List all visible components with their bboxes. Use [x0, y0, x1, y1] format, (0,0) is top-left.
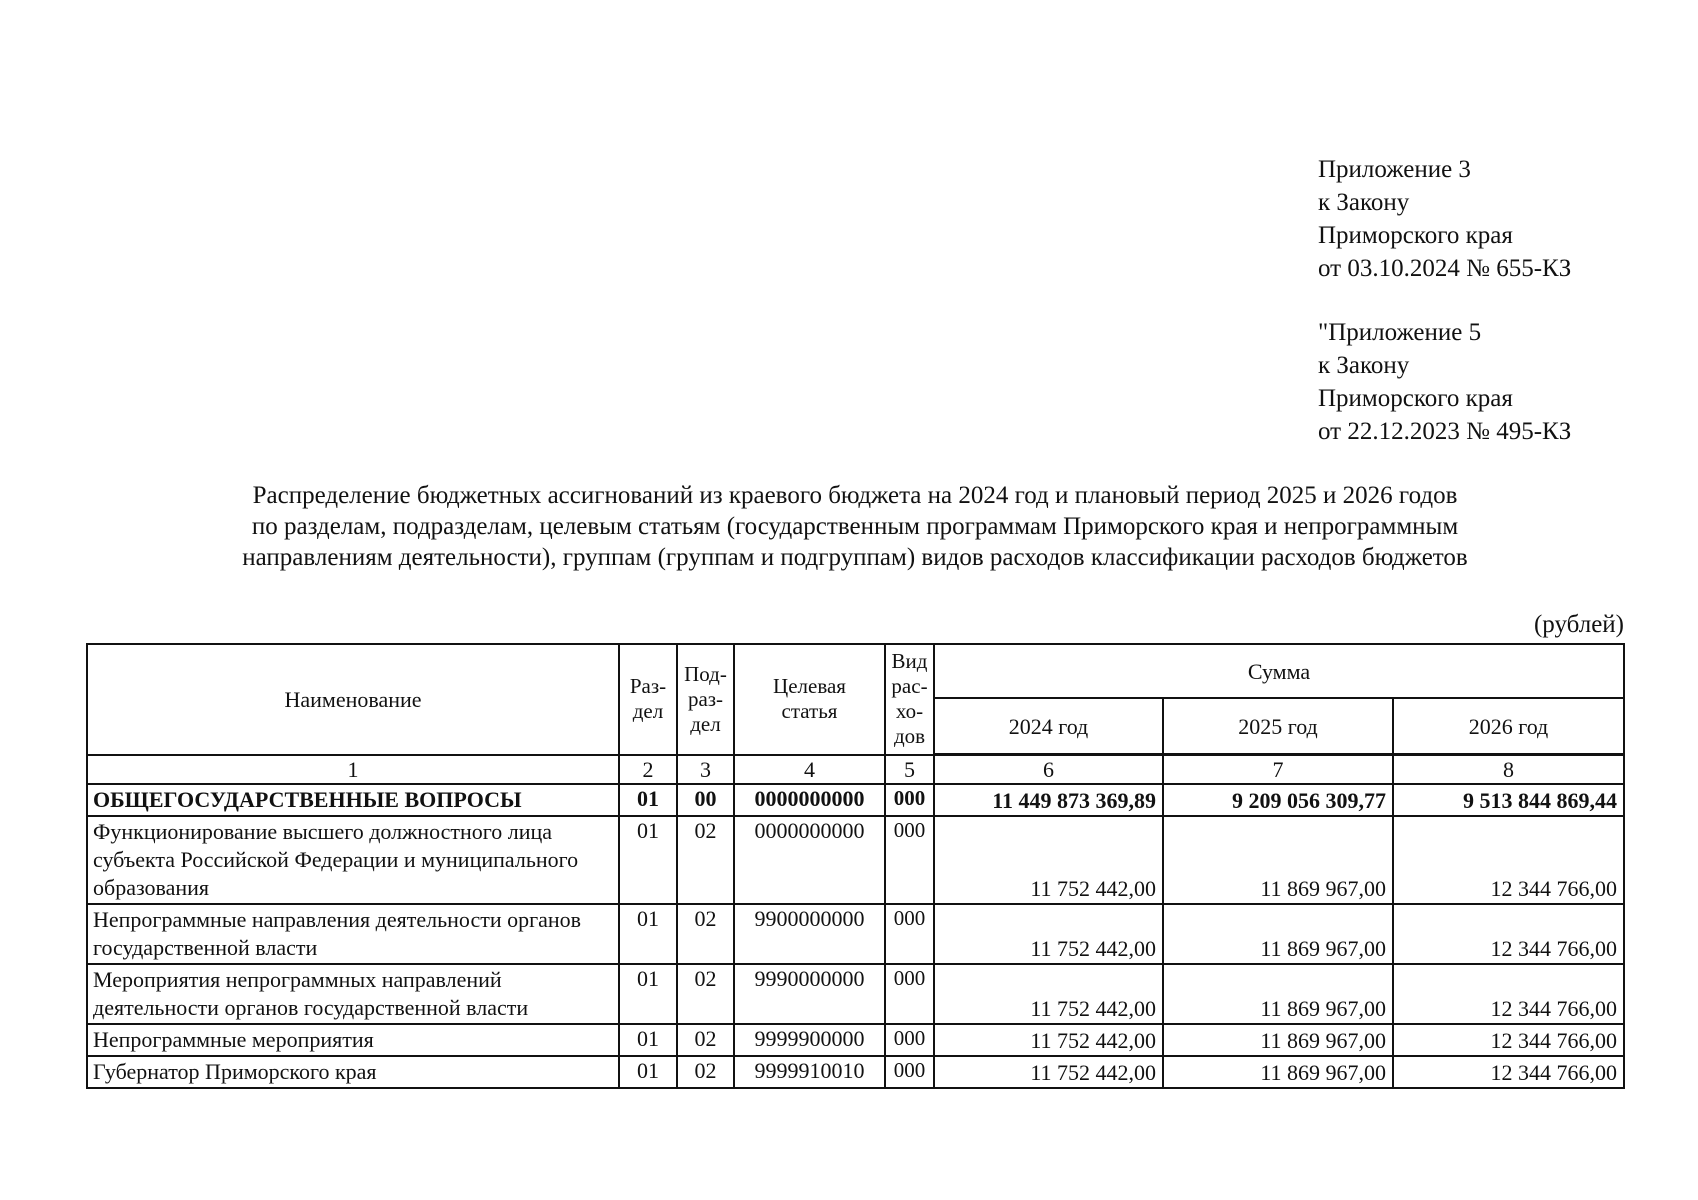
document-title-line-3: направлениям деятельности), группам (группам и подгруппам) видов расходов классификации расходов бюджетов: [242, 544, 1468, 571]
row-amount-2025: 11 869 967,00: [1163, 816, 1393, 904]
document-title: [120, 480, 1590, 573]
row-name: Непрограммные направления деятельности органов государственной власти: [87, 904, 619, 964]
row-subsection: 02: [677, 1056, 734, 1088]
column-number: 8: [1393, 755, 1624, 785]
appendix-current-line-1: Приложение 3: [1318, 156, 1471, 183]
row-target-article: 9999910010: [734, 1056, 885, 1088]
row-name: Функционирование высшего должностного лица субъекта Российской Федерации и муниципального образования: [87, 816, 619, 904]
row-section: 01: [619, 1024, 677, 1056]
row-amount-2025: 11 869 967,00: [1163, 1056, 1393, 1088]
column-number: 7: [1163, 755, 1393, 785]
row-section: 01: [619, 784, 677, 816]
row-amount-2024: 11 752 442,00: [934, 904, 1163, 964]
appendix-current-reference: [1318, 153, 1658, 285]
row-expense-type: 000: [885, 1056, 934, 1088]
row-amount-2024: 11 752 442,00: [934, 964, 1163, 1024]
header-name: Наименование: [87, 644, 619, 755]
column-number: 6: [934, 755, 1163, 785]
document-title-line-1: Распределение бюджетных ассигнований из краевого бюджета на 2024 год и плановый период 2025 и 2026 годов: [252, 482, 1458, 509]
row-section: 01: [619, 816, 677, 904]
appendix-current-line-3: Приморского края: [1318, 222, 1513, 249]
row-amount-2024: 11 752 442,00: [934, 1056, 1163, 1088]
column-number-row: [87, 755, 1624, 785]
row-subsection: 02: [677, 964, 734, 1024]
row-amount-2025: 11 869 967,00: [1163, 964, 1393, 1024]
appendix-amended-line-1: "Приложение 5: [1318, 319, 1482, 346]
row-amount-2026: 12 344 766,00: [1393, 904, 1624, 964]
appendix-amended-line-2: к Закону: [1318, 352, 1410, 379]
row-target-article: 9990000000: [734, 964, 885, 1024]
table-row: [87, 1056, 1624, 1088]
column-number: 1: [87, 755, 619, 785]
row-name: Губернатор Приморского края: [87, 1056, 619, 1088]
header-expense-type: Вид рас- хо- дов: [885, 644, 934, 755]
row-amount-2026: 12 344 766,00: [1393, 1056, 1624, 1088]
row-expense-type: 000: [885, 1024, 934, 1056]
row-amount-2025: 9 209 056 309,77: [1163, 784, 1393, 816]
column-number: 2: [619, 755, 677, 785]
row-amount-2026: 12 344 766,00: [1393, 816, 1624, 904]
budget-table-body: [87, 755, 1624, 1089]
table-row: [87, 1024, 1624, 1056]
appendix-amended-reference: [1318, 316, 1658, 448]
units-label: (рублей): [1533, 611, 1624, 638]
row-target-article: 9900000000: [734, 904, 885, 964]
appendix-amended-line-4: от 22.12.2023 № 495-КЗ: [1318, 418, 1572, 445]
row-name: Непрограммные мероприятия: [87, 1024, 619, 1056]
row-amount-2025: 11 869 967,00: [1163, 904, 1393, 964]
row-expense-type: 000: [885, 816, 934, 904]
header-section: Раз- дел: [619, 644, 677, 755]
row-amount-2026: 12 344 766,00: [1393, 1024, 1624, 1056]
row-section: 01: [619, 1056, 677, 1088]
row-section: 01: [619, 904, 677, 964]
row-name: Мероприятия непрограммных направлений деятельности органов государственной власти: [87, 964, 619, 1024]
header-sum: Сумма: [934, 644, 1624, 698]
table-row-section-total: [87, 784, 1624, 816]
row-expense-type: 000: [885, 904, 934, 964]
row-name: ОБЩЕГОСУДАРСТВЕННЫЕ ВОПРОСЫ: [87, 784, 619, 816]
row-section: 01: [619, 964, 677, 1024]
row-target-article: 9999900000: [734, 1024, 885, 1056]
row-subsection: 00: [677, 784, 734, 816]
column-number: 5: [885, 755, 934, 785]
document-title-line-2: по разделам, подразделам, целевым статьям (государственным программам Приморского края и непрограммным: [251, 513, 1459, 540]
header-year-2024: 2024 год: [934, 698, 1163, 755]
appendix-current-line-2: к Закону: [1318, 189, 1410, 216]
header-subsection: Под- раз- дел: [677, 644, 734, 755]
row-expense-type: 000: [885, 964, 934, 1024]
row-amount-2024: 11 449 873 369,89: [934, 784, 1163, 816]
row-expense-type: 000: [885, 784, 934, 816]
row-amount-2026: 12 344 766,00: [1393, 964, 1624, 1024]
row-subsection: 02: [677, 1024, 734, 1056]
row-amount-2024: 11 752 442,00: [934, 1024, 1163, 1056]
row-amount-2024: 11 752 442,00: [934, 816, 1163, 904]
row-amount-2026: 9 513 844 869,44: [1393, 784, 1624, 816]
row-target-article: 0000000000: [734, 816, 885, 904]
appendix-current-line-4: от 03.10.2024 № 655-КЗ: [1318, 255, 1572, 282]
column-number: 3: [677, 755, 734, 785]
row-amount-2025: 11 869 967,00: [1163, 1024, 1393, 1056]
row-subsection: 02: [677, 904, 734, 964]
row-target-article: 0000000000: [734, 784, 885, 816]
appendix-amended-line-3: Приморского края: [1318, 385, 1513, 412]
header-target-article: Целевая статья: [734, 644, 885, 755]
row-subsection: 02: [677, 816, 734, 904]
budget-table: [86, 643, 1625, 1089]
header-year-2026: 2026 год: [1393, 698, 1624, 755]
column-number: 4: [734, 755, 885, 785]
header-year-2025: 2025 год: [1163, 698, 1393, 755]
table-row: [87, 964, 1624, 1024]
table-row: [87, 816, 1624, 904]
table-row: [87, 904, 1624, 964]
